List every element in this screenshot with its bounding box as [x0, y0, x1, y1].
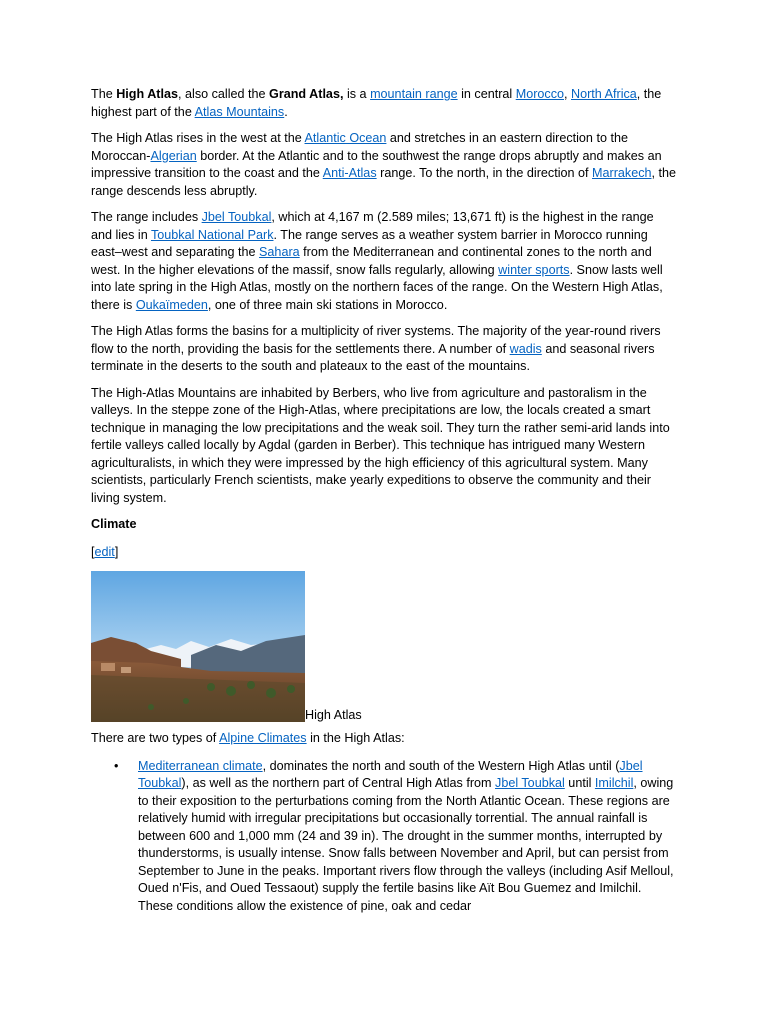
text: in the High Atlas: — [306, 731, 405, 745]
text: , the range descends less abruptly. — [91, 166, 677, 198]
text: . — [284, 104, 288, 119]
text: , owing to their exposition to the perturbations coming from the North Atlantic Ocean. These regions are relatively humid with irregular precipitations but occasionally torrential. The annual rainfall is between 600 and 1,000 mm (24 and 39 in). The drought in the summer months, interrupted by thunderstorms, is usually intense. Snow falls between November and April, but can persist from September to June in the peaks. Important rivers flow through the valleys (including Asif Melloul, Oued n'Fis, and Oued Tessaout) supply the fertile basins like Aït Bou Guemez and Imilchil. These conditions allow the existence of pine, oak and cedar — [138, 776, 674, 913]
bracket-open: [ — [91, 544, 95, 559]
text: The High Atlas rises in the west at the — [91, 131, 305, 145]
link-north-africa[interactable]: North Africa — [571, 87, 637, 101]
geography-paragraph — [91, 130, 678, 200]
text: range. To the north, in the direction of — [376, 166, 593, 180]
link-anti-atlas[interactable]: Anti-Atlas — [322, 166, 377, 180]
link-imilchil[interactable]: Imilchil — [594, 776, 634, 790]
rivers-paragraph — [91, 323, 678, 376]
link-winter-sports[interactable]: winter sports — [498, 262, 570, 277]
bold-term-grand-atlas: Grand Atlas, — [269, 87, 344, 101]
text: in central — [457, 87, 516, 101]
text: , which at 4,167 m (2.589 miles; 13,671 ft) is the highest in the range and lies in — [91, 210, 654, 242]
text: and seasonal rivers terminate in the deserts to the south and plateaux to the east of the mountains. — [91, 341, 655, 373]
text: The High Atlas forms the basins for a multiplicity of river systems. The majority of the year-round rivers flow to the north, providing the basis for the settlements there. A number of — [91, 324, 661, 356]
climates-intro-paragraph — [91, 730, 678, 748]
text: , one of three main ski stations in Morocco. — [207, 297, 448, 312]
text: is a — [343, 87, 371, 101]
range-paragraph — [91, 209, 678, 314]
link-mountain-range[interactable]: mountain range — [370, 87, 458, 101]
climate-heading: Climate — [91, 517, 137, 531]
text: border. At the Atlantic and to the southwest the range drops abruptly and makes an impressive transition to the coast and the — [91, 148, 662, 180]
link-atlantic-ocean[interactable]: Atlantic Ocean — [304, 131, 387, 145]
link-marrakech[interactable]: Marrakech — [592, 166, 652, 180]
text: , dominates the north and south of the Western High Atlas until ( — [262, 758, 620, 773]
link-wadis[interactable]: wadis — [509, 341, 542, 356]
list-item — [138, 758, 678, 916]
link-morocco[interactable]: Morocco — [515, 87, 564, 101]
link-mediterranean-climate[interactable]: Mediterranean climate — [138, 758, 263, 773]
link-atlas-mountains[interactable]: Atlas Mountains — [194, 104, 285, 119]
link-algerian[interactable]: Algerian — [150, 148, 197, 163]
text: until — [564, 776, 595, 790]
figure — [91, 571, 678, 722]
link-oukaimeden[interactable]: Oukaïmeden — [135, 297, 208, 312]
text: The High-Atlas Mountains are inhabited by Berbers, who live from agriculture and pastoralism in the valleys. In the steppe zone of the High-Atlas, where precipitations are low, the locals created a smart technique in managing the low precipitations and the weak soil. They turn the rather semi-arid lands into fertile valleys called locally by Agdal (garden in Berber). This technique has intrigued many Western agriculturalists, in which they were impressed by the high efficiency of this agricultural system. Many scientists, particularly French scientists, make yearly expeditions to observe the community and their living system. — [91, 385, 670, 505]
text: . The range serves as a weather system barrier in Morocco running east–west and separating the — [91, 227, 648, 259]
text: from the Mediterranean and continental zones to the north and west. In the higher elevations of the massif, snow falls regularly, allowing — [91, 245, 652, 277]
link-jbel-toubkal[interactable]: Jbel Toubkal — [138, 758, 643, 790]
link-jbel-toubkal[interactable]: Jbel Toubkal — [495, 776, 565, 790]
text: There are two types of — [91, 731, 220, 745]
bold-term-high-atlas: High Atlas — [116, 87, 179, 101]
link-edit[interactable]: edit — [94, 544, 115, 559]
text: ), as well as the northern part of Central High Atlas from — [181, 776, 496, 790]
text: and stretches in an eastern direction to the Moroccan- — [91, 131, 628, 163]
link-sahara[interactable]: Sahara — [259, 245, 300, 259]
bracket-close: ] — [114, 544, 119, 559]
link-jbel-toubkal[interactable]: Jbel Toubkal — [201, 210, 272, 224]
text: , the highest part of the — [91, 87, 662, 119]
intro-paragraph — [91, 86, 678, 121]
climate-list — [91, 758, 678, 916]
edit-section-link — [91, 544, 678, 562]
text: The range includes — [91, 210, 202, 224]
text: The — [91, 87, 117, 101]
link-alpine-climates[interactable]: Alpine Climates — [219, 731, 307, 745]
berbers-paragraph — [91, 385, 678, 508]
text: , also called the — [178, 87, 270, 101]
text: , — [564, 87, 571, 101]
figure-caption: High Atlas — [305, 708, 362, 722]
link-toubkal-national-park[interactable]: Toubkal National Park — [150, 227, 274, 242]
high-atlas-photo — [91, 571, 305, 722]
text: . Snow lasts well into late spring in the High Atlas, mostly on the northern faces of the range. On the Western High Atlas, there is — [91, 262, 663, 312]
